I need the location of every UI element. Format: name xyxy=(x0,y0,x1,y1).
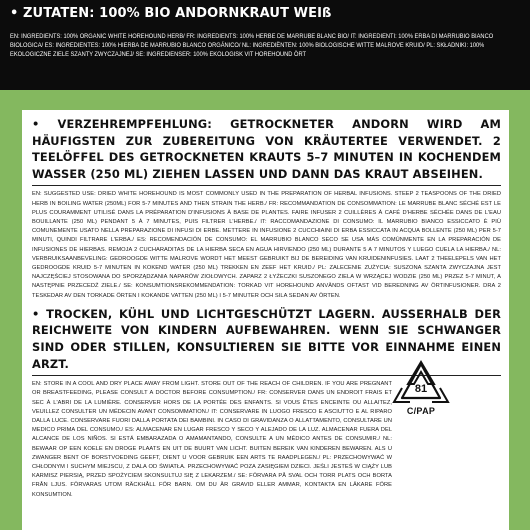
ingredients-title: • ZUTATEN: 100% BIO ANDORNKRAUT WEIß xyxy=(10,6,332,21)
usage-translations: EN: SUGGESTED USE: DRIED WHITE HOREHOUND IS MOST COMMONLY USED IN THE PREPARATION OF HERBAL INFUSIONS. STEEP 2 TEASPOONS OF THE DRIED HERB IN BOILING WATER (250ML) FOR 5-7 MINUTES AND THEN STRAIN THE HERB./ FR: RECOMMANDATION DE CONSOMMATION: LE MARRUBE BLANC SÉCHÉ EST LE PLUS COURAMMENT UTILISÉ DANS LA PRÉPARATION D'INFUSIONS À BASE DE PLANTES. FAIRE INFUSER 2 CUILLÈRES À CAFÉ D'HERBE SÉCHÉE DANS DE L'EAU BOUILLANTE (250 ML) PENDANT 5 À 7 MINUTES, PUIS FILTRER L'HERBE./ IT: RACCOMANDAZIONE DI CONSUMO: IL MARRUBIO BIANCO ESSICCATO È PIÙ COMUNEMENTE USATO NELLA PREPARAZIONE DI INFUSI DI ERBE. METTERE IN INFUSIONE 2 CUCCHIAINI DI ERBA ESSICCATA IN ACQUA BOLLENTE (250 ML) PER 5-7 MINUTI, QUINDI FILTRARE L'ERBA./ ES: RECOMENDACIÓN DE CONSUMO: EL MARRUBIO BLANCO SECO SE USA MÁS COMÚNMENTE EN LA PREPARACIÓN DE INFUSIONES DE HIERBAS. REMOJA 2 CUCHARADITAS DE LA HIERBA SECA EN AGUA HIRVIENDO (250 ML) DURANTE 5 A 7 MINUTOS Y LUEGO CUELA LA HIERBA./ NL: VERBRUIKSAANBEVELING: GEDROOGDE WITTE MALROVE WORDT HET MEEST GEBRUIKT BIJ DE BEREIDING VAN KRUIDENINFUSIES. LAAT 2 THEELEPELS VAN HET GEDROOGDE KRUID 5-7 MINUTEN IN KOKEND WATER (250 ML) TREKKEN EN ZEEF HET KRUID./ PL: ZALECENIE ZUŻYCIA: SUSZONA SZANTA ZWYCZAJNA JEST NAJCZĘŚCIEJ STOSOWANA DO SPORZĄDZANIA NAPARÓW ZIOŁOWYCH. ZAPARZ 2 ŁYŻECZKI SUSZONEGO ZIELA W WRZĄCEJ WODZIE (250 ML) PRZEZ 5-7 MINUT, A NASTĘPNIE PRZECEDŹ ZIELE./ SE: KONSUMTIONSREKOMMENDATION: TORKAD VIT HOREHOUND ANVÄNDS OFTAST VID BEREDNING AV ÖRTINFUSIONER. DRA 2 TESKEDAR AV DEN TORKADE ÖRTEN I KOKANDE VATTEN (250 ML) I 5-7 MINUTER OCH SILA SEDAN AV ÖRTEN. xyxy=(32,191,501,299)
usage-heading: • VERZEHREMPFEHLUNG: GETROCKNETER ANDORN WIRD AM HÄUFIGSTEN ZUR ZUBEREITUNG VON KRÄUTERTEE VERWENDET. 2 TEELÖFFEL DES GETROCKNETEN KRAUTS 5–7 MINUTEN IN KOCHENDEM WASSER (250 ML) ZIEHEN LASSEN UND DANN DAS KRAUT ABSEIHEN. xyxy=(32,117,501,181)
ingredients-translations: EN: INGREDIENTS: 100% ORGANIC WHITE HOREHOUND HERB/ FR: INGREDIENTS: 100% HERBE DE MARRUBE BLANC BIO/ IT: INGREDIENTI: 100% ERBA DI MARRUBIO BIANCO BIOLOGICA/ ES: INGREDIENTES: 100% HIERBA DE MARRUBIO BLANCO ORGÁNICO/ NL: INGREDIËNTEN: 100% BIOLOGISCHE WITTE MALROVE KRUID/ PL: SKŁADNIKI: 100% EKOLOGICZNE ZIELE SZANTY ZWYCZAJNEJ/ SE: INGREDIENSER: 100% EKOLOGISK VIT HOREHOUND ÖRT xyxy=(10,33,494,59)
divider xyxy=(32,185,501,186)
recycle-code: C/PAP xyxy=(406,406,436,416)
storage-heading: • TROCKEN, KÜHL UND LICHTGESCHÜTZT LAGERN. AUSSERHALB DER REICHWEITE VON KINDERN AUFBEWAHREN. WENN SIE SCHWANGER SIND ODER STILLEN, KONSULTIEREN SIE BITTE VOR EINNAHME EINEN ARZT. xyxy=(32,306,501,371)
label-panel xyxy=(22,110,509,530)
ingredients-header xyxy=(0,0,530,90)
recycle-number: 81 xyxy=(414,383,428,395)
storage-translations: EN: STORE IN A COOL AND DRY PLACE AWAY FROM LIGHT. STORE OUT OF THE REACH OF CHILDREN. IF YOU ARE PREGNANT OR BREASTFEEDING, PLEASE CONSULT A DOCTOR BEFORE CONSUMPTION./ FR: CONSERVER DANS UN ENDROIT FRAIS ET SEC À L'ABRI DE LA LUMIÈRE. CONSERVER HORS DE LA PORTÉE DES ENFANTS. SI VOUS ÊTES ENCEINTE OU ALLAITEZ, VEUILLEZ CONSULTER UN MÉDECIN AVANT CONSOMMATION./ IT: CONSERVARE IN LUOGO FRESCO E ASCIUTTO E AL RIPARO DALLA LUCE. CONSERVARE FUORI DALLA PORTATA DEI BAMBINI. IN CASO DI GRAVIDANZA O ALLATTAMENTO, CONSULTARE UN MEDICO PRIMA DEL CONSUMO./ ES: ALMACENAR EN LUGAR FRESCO Y SECO Y ALEJADO DE LA LUZ. ALMACENAR FUERA DEL ALCANCE DE LOS NIÑOS. SI ESTÁ EMBARAZADA O AMAMANTANDO, CONSULTE A UN MÉDICO ANTES DE CONSUMIR./ NL: BEWAAR OP EEN KOELE EN DROGE PLAATS EN UIT DE BUURT VAN LICHT. BUITEN BEREIK VAN KINDEREN BEWAREN. ALS U ZWANGER BENT OF BORSTVOEDING GEEFT, DIENT U VOOR GEBRUIK EEN ARTS TE RAADPLEGEN./ PL: PRZECHOWYWAĆ W CHŁODNYM I SUCHYM MIEJSCU, Z DALA OD ŚWIATŁA. PRZECHOWYWAĆ POZA ZASIĘGIEM DZIECI. JEŚLI JESTEŚ W CIĄŻY LUB KARMISZ PIERSIĄ, PRZED SPOŻYCIEM SKONSULTUJ SIĘ Z LEKARZEM./ SE: FÖRVARA PÅ SVAL OCH TORR PLATS OCH BORTA FRÅN LJUS. FÖRVARAS UTOM RÄCKHÅLL FÖR BARN. OM DU ÄR GRAVID ELLER AMMAR, KONTAKTA EN LÄKARE FÖRE KONSUMTION. xyxy=(32,381,392,498)
recycling-icon xyxy=(388,358,454,410)
